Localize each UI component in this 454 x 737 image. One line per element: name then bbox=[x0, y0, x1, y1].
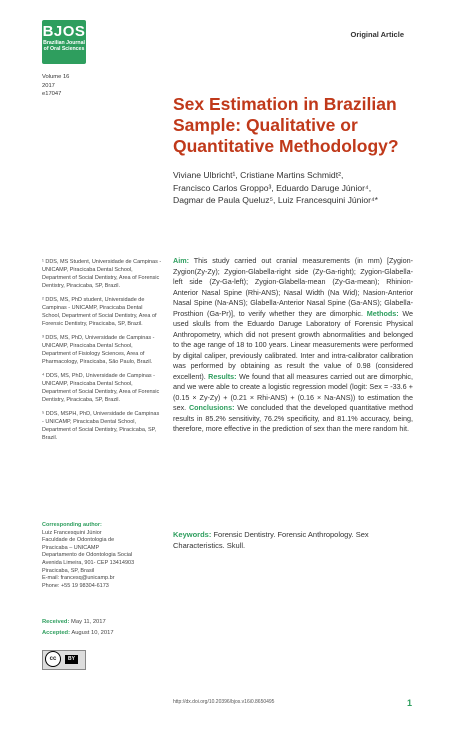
corresponding-author-heading: Corresponding author: bbox=[42, 522, 102, 528]
accepted-label: Accepted: bbox=[42, 629, 71, 636]
article-dates bbox=[42, 617, 114, 638]
affiliation-3: ³ DDS, MS, PhD, Universidade de Campinas - UNICAMP, Piracicaba Dental School, Department of Fisiology Sciences, Area of Pharmacology, Piracicaba, São Paulo, Brazil. bbox=[42, 335, 155, 365]
article-title: Sex Estimation in Brazilian Sample: Qualitative or Quantitative Methodology? bbox=[173, 94, 399, 156]
results-label: Results: bbox=[208, 371, 237, 381]
aim-text: This study carried out cranial measurements (in mm) [Zygion-Zygion(Zy-Zy); Zygion-Glabella-right side (Zy-Ga-right); Zygion-Glabella-left side (Zy-Ga-left); Zygion-Glabella-mean (Zy-Ga-mean); Rhinion-Anterior Nasal Spine (Rhi-ANS); Nasal Width (Na Wid); Nasion-Anterior Nasal Spine (Na-ANS); Glabella-Anterior Nasal Spine (Ga-ANS); Glabella-Prosthion (Ga-Pr)], to verify whether they are dimorphic. bbox=[173, 256, 413, 318]
affiliation-4: ⁴ DDS, MS, PhD, Universidade de Campinas - UNICAMP, Piracicaba Dental School, Department of Social Dentistry, Area of Forensic Dentistry, Piracicaba, SP, Brazil. bbox=[42, 373, 160, 403]
article-type: Original Article bbox=[350, 30, 404, 39]
corresponding-line: Avenida Limeira, 901- CEP 13414903 bbox=[42, 559, 135, 566]
accepted-date-row bbox=[42, 628, 114, 639]
corresponding-author bbox=[42, 522, 162, 590]
journal-logo-line2: of Oral Sciences bbox=[43, 46, 85, 52]
conclusions-text: We concluded that the developed quantitative method results in 85.2% sensitivity, 76.2% specificity, and 81.1% accuracy, being, therefore, more effective in the prediction of sex than the mere random hit. bbox=[173, 403, 413, 433]
volume-year: 2017 bbox=[42, 82, 55, 89]
methods-text: We used skulls from the Eduardo Daruge Laboratory of Forensic Physical Anthropometry, which did not present growth abnormalities and belonged to the age range of 18 to 100 years. Linear measurements were performed by digital caliper, previously calibrated. Inter and intra-calibrator calibration was performed by obtaining as result the value of 0.98 (considered excellent). bbox=[173, 308, 414, 381]
cc-icon: cc bbox=[45, 651, 61, 667]
received-date: May 11, 2017 bbox=[71, 619, 106, 625]
affiliation-2: ² DDS, MS, PhD student, Universidade de Campinas - UNICAMP, Piracicaba Dental School, Department of Social Dentistry, Area of Forensic Dentistry, Piracicaba, SP, Brazil. bbox=[42, 297, 157, 327]
methods-label: Methods: bbox=[366, 308, 399, 318]
journal-logo-line1: Brazilian Journal bbox=[43, 40, 85, 46]
corresponding-line: Departamento de Odontologia Social bbox=[42, 552, 133, 559]
abstract bbox=[173, 256, 413, 435]
page-number: 1 bbox=[407, 698, 413, 708]
affiliation-1: ¹ DDS, MS Student, Universidade de Campinas - UNICAMP, Piracicaba Dental School, Department of Social Dentistry, Area of Forensic Dentistry, Piracicaba, SP, Brazil. bbox=[42, 259, 162, 289]
journal-logo bbox=[42, 20, 86, 64]
accepted-date: August 10, 2017 bbox=[71, 629, 114, 636]
volume-number: Volume 16 bbox=[42, 74, 70, 80]
results-text: We found that all measures carried out are dimorphic, and we were able to create a logistic regression model (logit: Sex = -33.6 + (0.15 × Zy-Zy) + (0.21 × Rhi-ANS) + (0.16 × Na-ANS)) to estimation the sex. bbox=[173, 371, 414, 412]
corresponding-line: Faculdade de Odontologia de bbox=[42, 537, 115, 544]
author-line: Viviane Ulbricht¹, Cristiane Martins Schmidt², bbox=[173, 170, 344, 180]
doi-link[interactable]: http://dx.doi.org/10.20396/bjos.v16i0.8650495 bbox=[173, 699, 275, 705]
journal-logo-acronym: BJOS bbox=[42, 23, 86, 40]
corresponding-line: Piracicaba, SP, Brasil bbox=[42, 567, 95, 574]
author-list bbox=[173, 169, 413, 207]
aim-label: Aim: bbox=[173, 256, 189, 265]
keywords-label: Keywords: bbox=[173, 530, 212, 539]
author-line: Dagmar de Paula Queluz⁵, Luiz Francesquini Júnior⁴* bbox=[173, 195, 379, 205]
author-line: Francisco Carlos Groppo³, Eduardo Daruge Júnior⁴, bbox=[173, 182, 372, 193]
keywords bbox=[173, 529, 413, 551]
corresponding-line: Luiz Francesquini Júnior bbox=[42, 529, 102, 536]
keywords-text: Forensic Dentistry. Forensic Anthropology. Sex Characteristics. Skull. bbox=[173, 530, 369, 550]
received-date-row bbox=[42, 617, 114, 628]
affiliations bbox=[42, 258, 162, 448]
affiliation-5: ⁵ DDS, MSPH, PhD, Universidade de Campinas - UNICAMP, Piracicaba Dental School, Department of Social Dentistry, Piracicaba, SP, Brazil. bbox=[42, 411, 160, 441]
conclusions-label: Conclusions: bbox=[188, 403, 235, 412]
received-label: Received: bbox=[42, 619, 70, 625]
by-icon: BY bbox=[65, 655, 78, 664]
corresponding-email[interactable]: E-mail: francesq@unicamp.br bbox=[42, 575, 115, 582]
article-id: e17047 bbox=[42, 91, 62, 97]
cc-license-badge[interactable] bbox=[42, 650, 86, 670]
volume-info bbox=[42, 73, 69, 99]
corresponding-line: Piracicaba – UNICAMP bbox=[42, 544, 100, 551]
corresponding-phone: Phone: +55 19 98304-6173 bbox=[42, 582, 109, 589]
